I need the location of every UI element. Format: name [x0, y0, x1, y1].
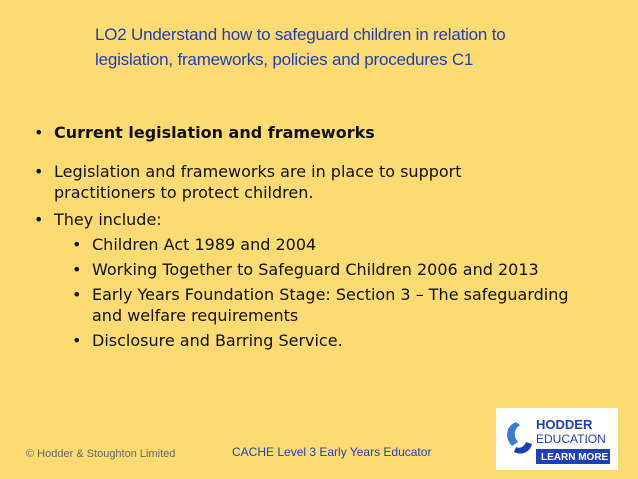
course-title: CACHE Level 3 Early Years Educator: [232, 445, 432, 459]
sub-bullet-line-1: Children Act 1989 and 2004: [92, 235, 317, 254]
bullet-icon: •: [34, 123, 44, 142]
sub-bullet-line-1: Early Years Foundation Stage: Section 3 – The safeguarding: [92, 285, 569, 304]
bullet-icon: •: [72, 260, 82, 279]
bullet-icon: •: [72, 331, 82, 350]
copyright-text: © Hodder & Stoughton Limited: [26, 448, 176, 460]
slide-title-line-2: legislation, frameworks, policies and procedures C1: [95, 50, 474, 69]
sub-bullet-item: [34, 330, 624, 351]
hodder-education-logo: [496, 408, 618, 470]
bullet-item-line-1: Legislation and frameworks are in place to support: [54, 162, 462, 181]
slide-title: [95, 22, 565, 72]
bullet-icon: •: [34, 162, 44, 181]
logo-line-1: HODDER: [536, 417, 593, 432]
sub-bullet-line-1: Disclosure and Barring Service.: [92, 331, 343, 350]
bullet-item-text: They include:: [54, 210, 162, 229]
sub-bullet-item: [34, 284, 624, 326]
slide-title-line-1: LO2 Understand how to safeguard children in relation to: [95, 25, 506, 44]
logo-tagline: LEARN MORE: [541, 452, 609, 463]
sub-bullet-item: [34, 259, 624, 280]
bullet-icon: •: [72, 285, 82, 304]
bullet-heading: [34, 122, 624, 143]
bullet-item-line-2: practitioners to protect children.: [54, 183, 314, 202]
bullet-heading-text: Current legislation and frameworks: [54, 123, 375, 142]
hodder-education-logo-graphic: [496, 408, 618, 470]
sub-bullet-item: [34, 234, 624, 255]
sub-bullet-line-1: Working Together to Safeguard Children 2006 and 2013: [92, 260, 539, 279]
logo-line-2: EDUCATION: [536, 432, 606, 446]
bullet-item: [34, 209, 624, 230]
bullet-item: [34, 161, 624, 203]
bullet-icon: •: [34, 210, 44, 229]
bullet-list: [34, 122, 624, 351]
bullet-icon: •: [72, 235, 82, 254]
sub-bullet-line-2: and welfare requirements: [92, 306, 299, 325]
